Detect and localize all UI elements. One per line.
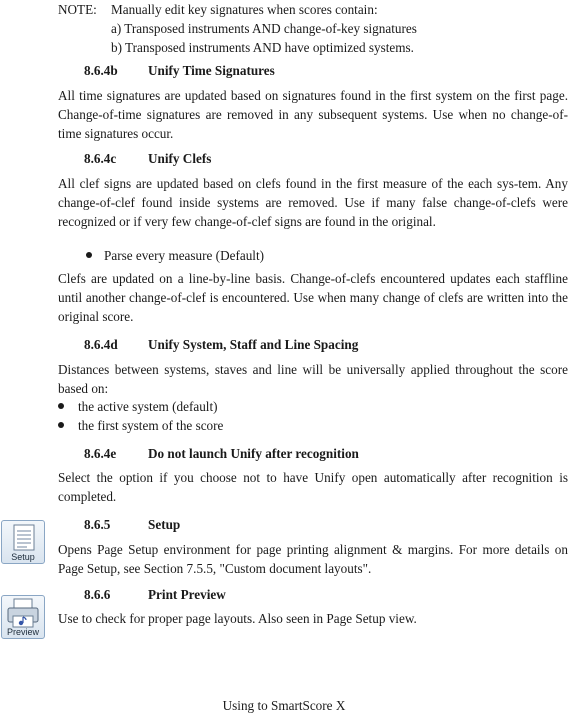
section-body: Select the option if you choose not to have Unify open automatically after recognition is completed. [58,470,568,504]
bullet-list [58,246,568,265]
list-item-text: the first system of the score [78,418,224,433]
section-title: Unify Clefs [148,151,212,166]
preview-icon-caption: Preview [6,627,39,637]
list-item-text: the active system (default) [78,399,218,414]
print-preview-icon[interactable] [1,595,45,639]
section-body: Opens Page Setup environment for page printing alignment & margins. For more details on Page Setup, see Section 7.5.5, "Custom document layouts". [58,542,568,576]
section-number: 8.6.4c [84,151,117,166]
note-item-a: a) Transposed instruments AND change-of-key signatures [111,21,417,36]
bullet-icon [58,422,64,428]
section-heading [58,585,568,604]
section-number: 8.6.4e [84,446,117,461]
section-no-launch-unify [58,444,568,463]
section-number: 8.6.5 [84,517,111,532]
section-unify-time-signatures [58,61,568,80]
section-unify-clefs [58,149,568,168]
section-unify-spacing [58,335,568,354]
section-title: Unify System, Staff and Line Spacing [148,337,359,352]
note-label: NOTE: [58,2,97,17]
list-item [58,416,568,435]
list-item [58,397,568,416]
section-heading [58,335,568,354]
section-number: 8.6.6 [84,587,111,602]
note-text: Manually edit key signatures when scores contain: [111,2,378,17]
section-heading [58,444,568,463]
bullet-icon [58,403,64,409]
section-body: All time signatures are updated based on signatures found in the first system on the first page. Change-of-time signatures are removed in any subsequent systems. Use when no change-of-time signatures occur. [58,88,568,141]
section-body: Use to check for proper page layouts. Also seen in Page Setup view. [58,611,417,626]
page-footer: Using to SmartScore X [222,698,346,713]
section-heading [58,149,568,168]
section-body: All clef signs are updated based on clefs found in the first measure of the each sys-tem. Any change-of-clef found inside systems are removed. Use if many false change-of-clefs were recognized or if very few change-of-clef signs are found in the original. [58,176,568,229]
setup-icon[interactable] [1,520,45,564]
section-body: Distances between systems, staves and line will be universally applied throughout the score based on: [58,362,568,396]
list-item-text: Parse every measure (Default) [104,248,265,263]
bullet-icon [86,252,92,258]
bullet-list [58,397,568,435]
section-heading [58,515,568,534]
section-title: Setup [148,517,181,532]
section-title: Unify Time Signatures [148,63,275,78]
section-setup [58,515,568,534]
section-number: 8.6.4b [84,63,118,78]
list-item [58,246,568,265]
section-heading [58,61,568,80]
section-title: Do not launch Unify after recognition [148,446,359,461]
section-title: Print Preview [148,587,226,602]
section-number: 8.6.4d [84,337,118,352]
note-block [58,0,558,57]
setup-icon-caption: Setup [11,552,35,562]
section-body-secondary: Clefs are updated on a line-by-line basis. Change-of-clefs encountered updates each staffline until another change-of-clef is encountered. Use when many change of clefs are written into the original score. [58,271,568,324]
section-print-preview [58,585,568,604]
note-item-b: b) Transposed instruments AND have optimized systems. [111,40,414,55]
